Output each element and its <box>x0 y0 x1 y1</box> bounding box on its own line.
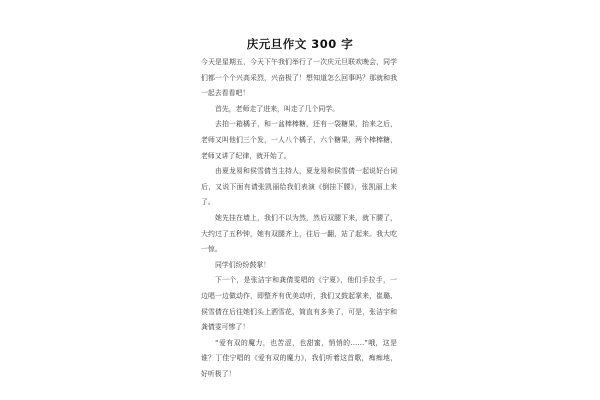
paragraph-8: “爱有双的魔力，也苦涩，也甜蜜，悄悄的……”哦，这是谁？丁佳宁唱的《爱有双的魔力》，我们听着这首歌，痴痴地，好听极了！ <box>201 338 397 378</box>
paragraph-2: 首先，老师走了进来，叫走了几个同学。 <box>215 104 340 113</box>
document-body <box>201 55 397 382</box>
paragraph-5: 她先挂在墙上，我们不以为然，然后双腿下来，就下腰了，大约过了五秒钟，她有双腿齐上，往后一翻，站了起来。我大吃一惊。 <box>201 213 397 254</box>
paragraph-4: 由夏龙易和侯雪倩当主持人，夏龙易和侯雪倩一起说好台词后，又说下面有请张凯丽给我们表演《倒挂下腰》，张凯丽上来了。 <box>201 167 397 207</box>
paragraph-7: 下一个，是张洁宇和龚倩雯唱的《宁夏》，他们手拉手，一边唱一边做动作，即整齐有优美动听，我们又鼓起掌来，崔璐、侯雪倩在后往她们头上洒雪花，简直有多美了，可是，张洁宇和龚倩雯可惨了！ <box>201 276 397 332</box>
document-title: 庆元旦作文 300 字 <box>246 37 354 51</box>
paragraph-6: 同学们纷纷鼓掌！ <box>215 260 271 269</box>
paragraph-1: 今天是星期五，今天下午我们举行了一次庆元旦联欢晚会，同学们都一个个兴高采烈，兴奋极了！想知道怎么回事吗？那就和我一起去看看吧！ <box>201 58 397 98</box>
paragraph-3: 去拍一箱橘子，和一盆棒棒糖，还有一袋糖果，抬来之后，老师又叫他们三个发，一人八个橘子，六个糖果，两个棒棒糖，老师又讲了纪律，就开始了。 <box>201 120 397 160</box>
